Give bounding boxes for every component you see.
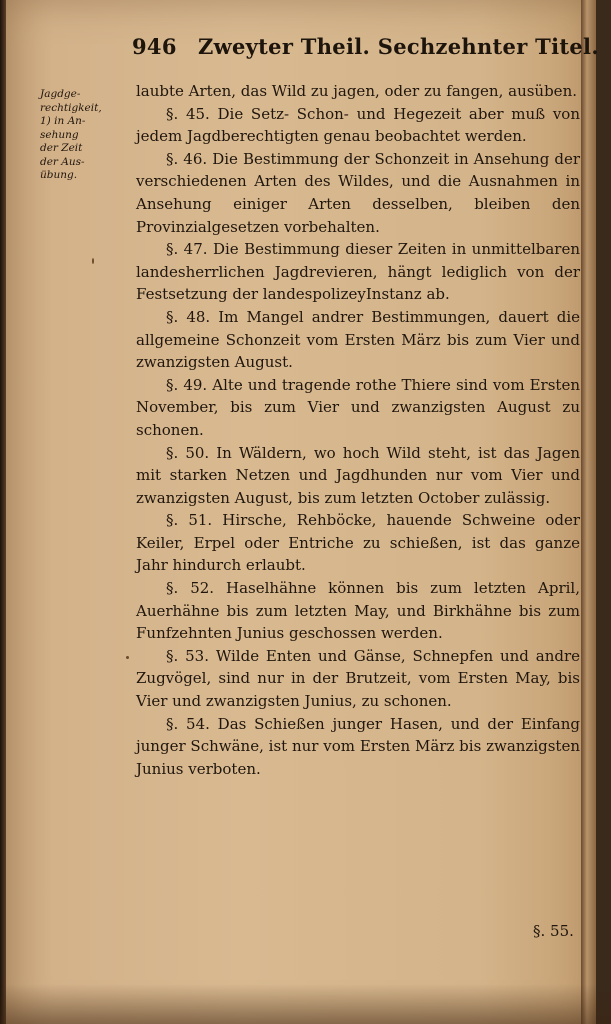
- margin-note: [40, 88, 120, 183]
- margin-note-line: der Zeit: [40, 142, 83, 154]
- running-head: Zweyter Theil. Sechzehnter Titel.: [198, 34, 599, 59]
- paragraph-section-48: §. 48. Im Mangel andrer Bestimmungen, dauert die allgemeine Schonzeit vom Ersten März bis zum Vier und zwanzigsten August.: [136, 307, 580, 372]
- page-number: 946: [132, 34, 177, 59]
- margin-note-line: übung.: [40, 169, 78, 181]
- paragraph-section-51: §. 51. Hirsche, Rehböcke, hauende Schweine oder Keiler, Erpel oder Entriche zu schießen, ist das ganze Jahr hindurch erlaubt.: [136, 511, 580, 575]
- page-fore-edge: [581, 0, 596, 1024]
- paragraph-section-47: §. 47. Die Bestimmung dieser Zeiten in unmittelbaren landesherrlichen Jagdrevieren, hängt lediglich von der Festsetzung der landespolizeyInstanz ab.: [136, 240, 580, 304]
- paragraph-section-53: §. 53. Wilde Enten und Gänse, Schnepfen und andre Zugvögel, sind nur in der Brutzeit, vom Ersten May, bis Vier und zwanzigsten Junius, zu schonen.: [136, 646, 580, 711]
- paragraph-continuation: laubte Arten, das Wild zu jagen, oder zu fangen, ausüben.: [136, 82, 577, 100]
- paragraph-section-52: §. 52. Haselhähne können bis zum letzten April, Auerhähne bis zum letzten May, und Birkhähne bis zum Funfzehnten Junius geschossen werden.: [136, 579, 580, 643]
- body-text: [136, 80, 580, 780]
- paper-speck: [126, 656, 129, 659]
- margin-note-line: Jagdge-: [40, 88, 81, 100]
- paragraph-section-45: §. 45. Die Setz- Schon- und Hegezeit aber muß von jedem Jagdberechtigten genau beobachtet werden.: [136, 104, 580, 146]
- margin-note-line: 1) in An-: [40, 115, 86, 127]
- margin-note-line: sehung: [40, 128, 79, 141]
- paragraph-section-49: §. 49. Alte und tragende rothe Thiere sind vom Ersten November, bis zum Vier und zwanzigsten August zu schonen.: [136, 375, 580, 439]
- paper-speck: [92, 258, 94, 264]
- paragraph-section-46: §. 46. Die Bestimmung der Schonzeit in Ansehung der verschiedenen Arten des Wildes, und die Ausnahmen in Ansehung einiger Arten desselben, bleiben den Provinzialgesetzen vorbehalten.: [136, 149, 580, 236]
- margin-note-line: rechtigkeit,: [40, 101, 102, 114]
- paragraph-section-54: §. 54. Das Schießen junger Hasen, und der Einfang junger Schwäne, ist nur vom Ersten März bis zwanzigsten Junius verboten.: [136, 714, 580, 778]
- margin-note-line: der Aus-: [40, 155, 85, 168]
- catchword: §. 55.: [533, 922, 574, 940]
- page-header: [132, 34, 599, 68]
- page-bottom-shadow: [0, 984, 611, 1024]
- paragraph-section-50: §. 50. In Wäldern, wo hoch Wild steht, ist das Jagen mit starken Netzen und Jagdhunden nur vom Vier und zwanzigsten August, bis zum letzten October zulässig.: [136, 443, 580, 507]
